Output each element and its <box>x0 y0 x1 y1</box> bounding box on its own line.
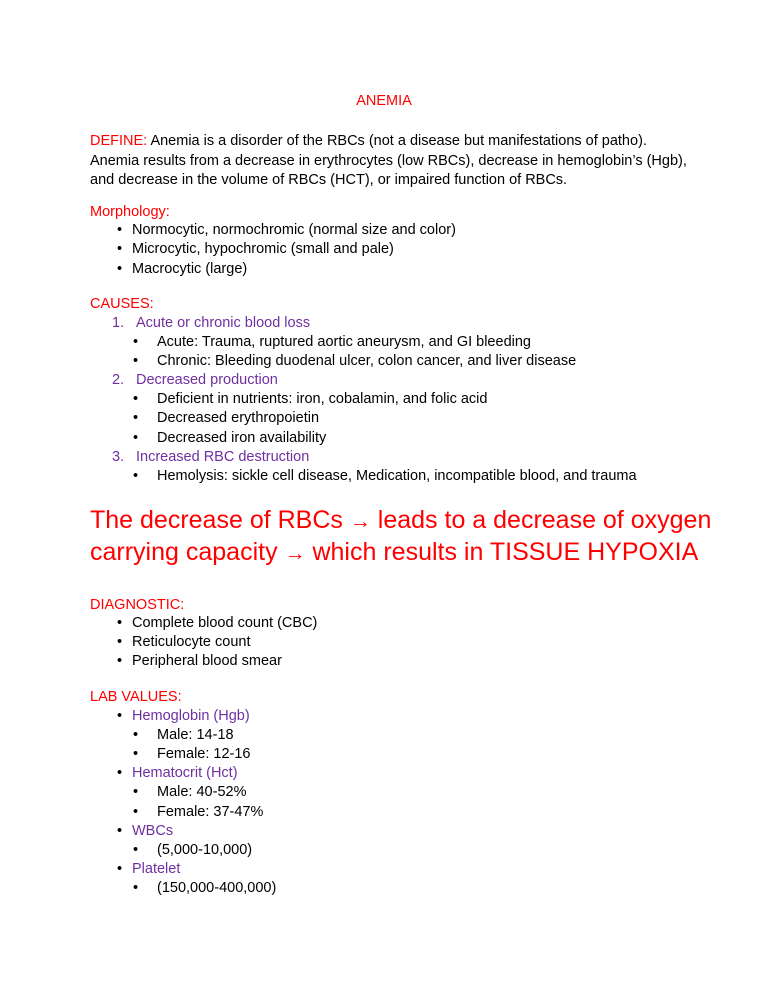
statement-text: leads to a decrease of oxygen <box>370 506 712 534</box>
bullet-icon: • <box>133 468 139 484</box>
bullet-icon: • <box>133 410 139 426</box>
list-item: (150,000-400,000) <box>157 880 277 896</box>
bullet-icon: • <box>117 222 123 238</box>
bullet-icon: • <box>117 241 123 257</box>
bullet-icon: • <box>133 430 139 446</box>
bullet-icon: • <box>133 784 139 800</box>
list-item: Decreased iron availability <box>157 430 327 446</box>
statement-line-2 <box>90 535 698 571</box>
arrow-right-icon: → <box>349 510 371 533</box>
list-item: Acute: Trauma, ruptured aortic aneurysm, and GI bleeding <box>157 334 531 350</box>
cause-label: Acute or chronic blood loss <box>136 315 311 331</box>
list-item: Hemolysis: sickle cell disease, Medication, incompatible blood, and trauma <box>157 468 637 484</box>
list-item: Male: 40-52% <box>157 784 247 800</box>
lab-values-heading: LAB VALUES: <box>90 689 182 705</box>
cause-label: Increased RBC destruction <box>136 449 310 465</box>
list-number: 1. <box>112 315 125 331</box>
list-item: Microcytic, hypochromic (small and pale) <box>132 241 394 257</box>
bullet-icon: • <box>133 804 139 820</box>
cause-label: Decreased production <box>136 372 278 388</box>
list-item: Deficient in nutrients: iron, cobalamin, and folic acid <box>157 391 488 407</box>
define-paragraph <box>90 132 690 191</box>
bullet-icon: • <box>117 708 123 724</box>
diagnostic-heading: DIAGNOSTIC: <box>90 597 185 613</box>
bullet-icon: • <box>133 746 139 762</box>
bullet-icon: • <box>117 823 123 839</box>
bullet-icon: • <box>133 842 139 858</box>
lab-label: Hemoglobin (Hgb) <box>132 708 250 724</box>
bullet-icon: • <box>133 353 139 369</box>
bullet-icon: • <box>117 615 123 631</box>
bullet-icon: • <box>117 653 123 669</box>
list-item: Female: 12-16 <box>157 746 251 762</box>
list-item: Chronic: Bleeding duodenal ulcer, colon cancer, and liver disease <box>157 353 577 369</box>
list-item: Normocytic, normochromic (normal size and color) <box>132 222 456 238</box>
list-number: 3. <box>112 449 125 465</box>
bullet-icon: • <box>133 727 139 743</box>
list-item: Macrocytic (large) <box>132 261 248 277</box>
list-item: Peripheral blood smear <box>132 653 282 669</box>
list-item: Decreased erythropoietin <box>157 410 320 426</box>
bullet-icon: • <box>117 861 123 877</box>
list-item: Reticulocyte count <box>132 634 251 650</box>
statement-text: The decrease of RBCs <box>90 506 350 534</box>
bullet-icon: • <box>117 261 123 277</box>
lab-label: WBCs <box>132 823 174 839</box>
statement-text: which results in TISSUE HYPOXIA <box>305 538 699 566</box>
list-item: Complete blood count (CBC) <box>132 615 318 631</box>
lab-label: Hematocrit (Hct) <box>132 765 238 781</box>
list-item: (5,000-10,000) <box>157 842 253 858</box>
list-number: 2. <box>112 372 125 388</box>
statement-line-1 <box>90 503 711 539</box>
bullet-icon: • <box>133 391 139 407</box>
bullet-icon: • <box>117 634 123 650</box>
list-item: Male: 14-18 <box>157 727 234 743</box>
bullet-icon: • <box>133 880 139 896</box>
page-title: ANEMIA <box>356 93 412 109</box>
list-item: Female: 37-47% <box>157 804 264 820</box>
arrow-right-icon: → <box>284 542 306 565</box>
lab-label: Platelet <box>132 861 181 877</box>
bullet-icon: • <box>133 334 139 350</box>
morphology-heading: Morphology: <box>90 204 170 220</box>
bullet-icon: • <box>117 765 123 781</box>
define-text: Anemia is a disorder of the RBCs (not a disease but manifestations of patho). Anemia results from a decrease in erythrocytes (low RBCs), decrease in hemoglobin’s (Hgb), and decrease in the volume of RBCs (HCT), or impaired function of RBCs. <box>90 133 687 188</box>
define-label: DEFINE: <box>90 133 148 149</box>
causes-heading: CAUSES: <box>90 296 154 312</box>
statement-text: carrying capacity <box>90 538 285 566</box>
